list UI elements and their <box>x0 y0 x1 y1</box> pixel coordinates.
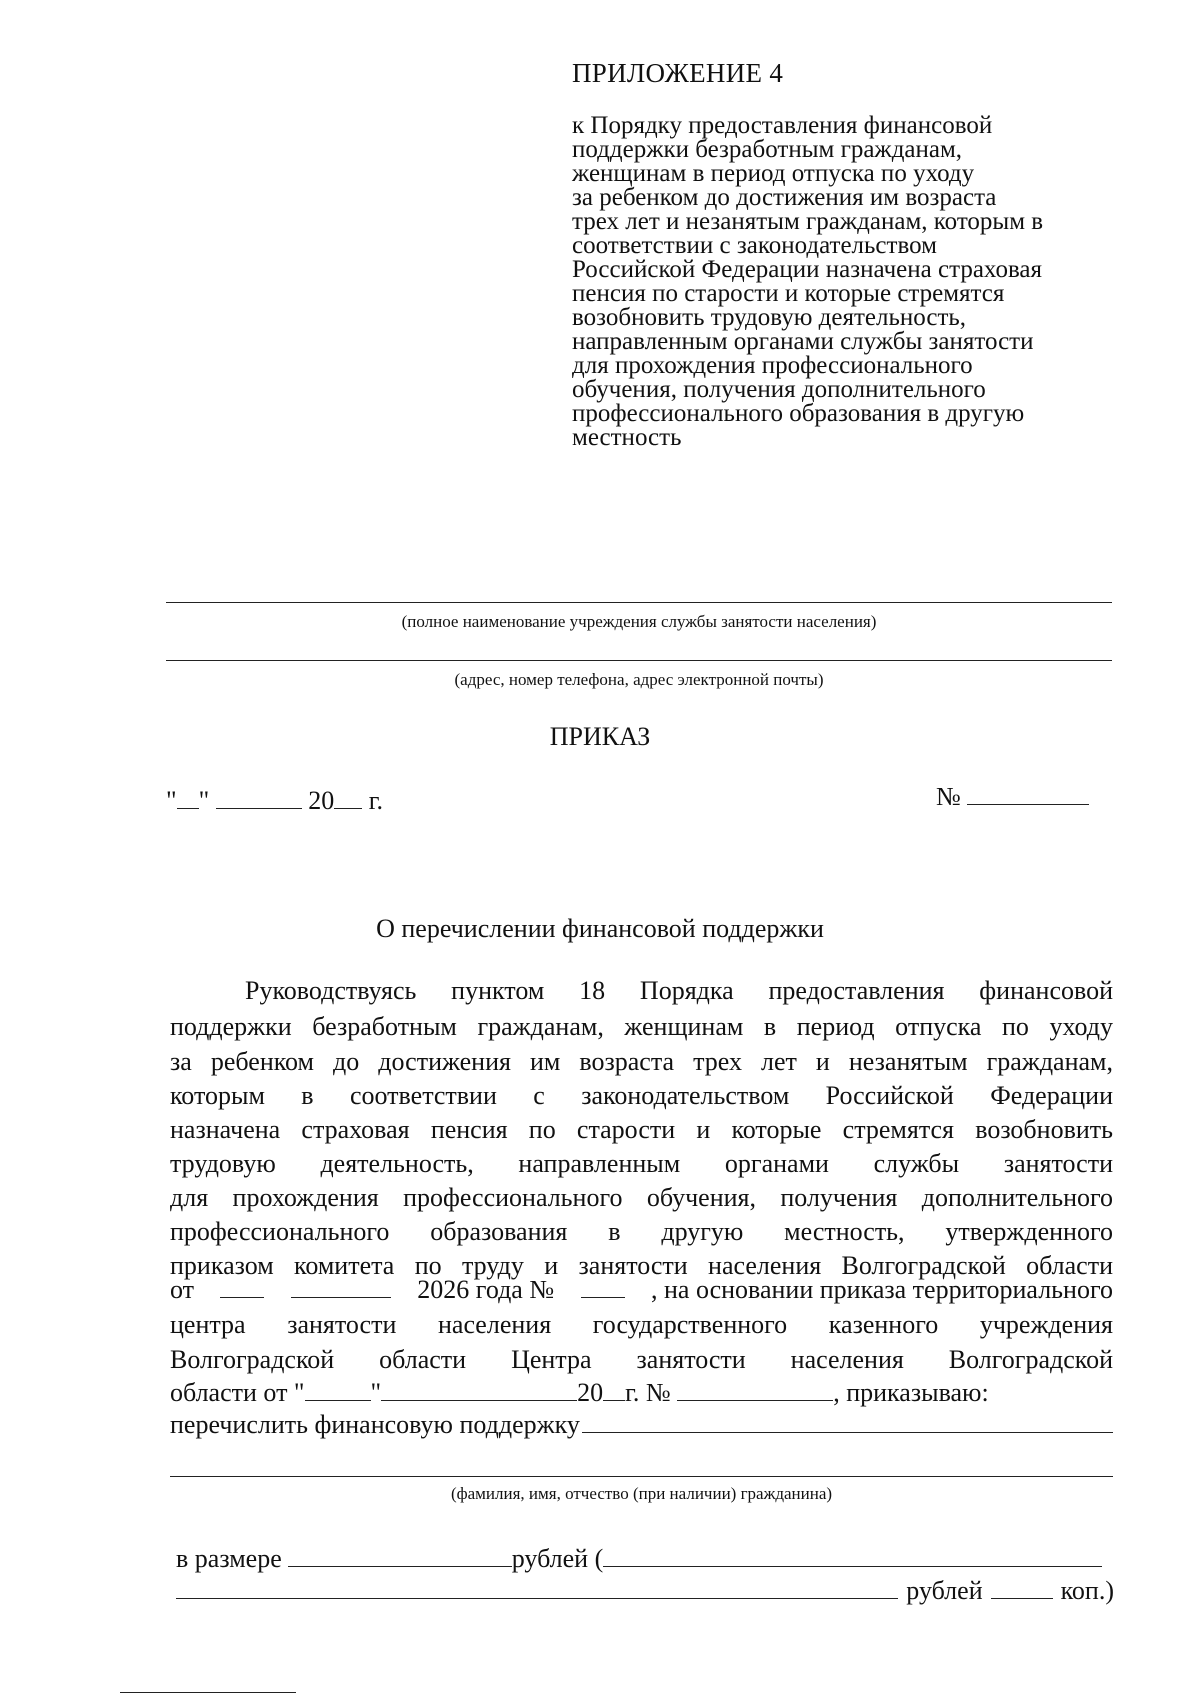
appendix-line: соответствии с законодательством <box>572 232 937 259</box>
amount-words-blank-2 <box>176 1576 898 1599</box>
appendix-line: для прохождения профессионального <box>572 352 973 379</box>
from-label: от <box>170 1275 195 1304</box>
body-line-5: назначена страховая пенсия по старости и которые стремятся возобновить <box>170 1115 1113 1144</box>
transfer-text: перечислить финансовую поддержку <box>170 1410 580 1439</box>
basis-text: , на основании приказа территориального <box>650 1275 1113 1304</box>
citizen-blank-1 <box>582 1410 1113 1433</box>
rubles-label: рублей <box>906 1576 983 1605</box>
appendix-line: Российской Федерации назначена страховая <box>572 256 1043 283</box>
appendix-line: пенсия по старости и которые стремятся <box>572 280 1005 307</box>
appendix-line: к Порядку предоставления финансовой <box>572 112 993 139</box>
appendix-line: поддержки безработным гражданам, <box>572 136 963 163</box>
order-month-blank <box>291 1275 391 1298</box>
rubles-open: рублей ( <box>511 1544 604 1573</box>
amount-line <box>176 1544 1102 1574</box>
appendix-line: женщинам в период отпуска по уходу <box>572 160 975 187</box>
number-blank <box>967 782 1089 805</box>
appendix-line: направленным органами службы занятости <box>572 328 1034 355</box>
center-number-blank <box>677 1378 833 1401</box>
appendix-line: обучения, получения дополнительного <box>572 376 986 403</box>
kopecks-blank <box>991 1576 1053 1599</box>
appendix-line: возобновить трудовую деятельность, <box>572 304 967 331</box>
body-line-4: которым в соответствии с законодательством Российской Федерации <box>170 1081 1113 1110</box>
appendix-title: ПРИЛОЖЕНИЕ 4 <box>572 58 784 88</box>
citizen-blank-2 <box>170 1476 1113 1477</box>
transfer-line <box>170 1410 1113 1440</box>
month-blank <box>216 786 302 809</box>
year-blank <box>334 786 362 809</box>
body-line-3: за ребенком до достижения им возраста трех лет и незанятым гражданам, <box>170 1047 1113 1076</box>
amount-number-blank <box>288 1544 512 1567</box>
institution-name-line <box>166 602 1112 603</box>
amount-line-2 <box>176 1576 1114 1606</box>
body-line-7: для прохождения профессионального обучения, получения дополнительного <box>170 1183 1113 1212</box>
appendix-text <box>572 114 1132 450</box>
contacts-caption: (адрес, номер телефона, адрес электронной почты) <box>454 670 824 689</box>
body-line-10 <box>170 1275 1113 1305</box>
body-line-12: Волгоградской области Центра занятости населения Волгоградской <box>170 1345 1113 1374</box>
body-line-9: приказом комитета по труду и занятости населения Волгоградской области <box>170 1251 1113 1280</box>
appendix-line: за ребенком до достижения им возраста <box>572 184 997 211</box>
institution-caption: (полное наименование учреждения службы занятости населения) <box>401 612 877 631</box>
body-line-11: центра занятости населения государственного казенного учреждения <box>170 1310 1113 1339</box>
order-day-blank <box>220 1275 264 1298</box>
body-line-8: профессионального образования в другую местность, утвержденного <box>170 1217 1113 1246</box>
order-year: 2026 года № <box>417 1275 555 1304</box>
amount-words-blank <box>603 1544 1102 1567</box>
center-order-from: области от " <box>170 1378 305 1407</box>
order-date <box>166 786 383 816</box>
center-day-blank <box>305 1378 371 1401</box>
year-suffix: г. <box>368 786 383 815</box>
order-clause: , приказываю: <box>833 1378 989 1407</box>
center-quote: " <box>370 1378 382 1407</box>
center-number-sign: г. № <box>625 1378 671 1407</box>
citizen-caption: (фамилия, имя, отчество (при наличии) гражданина) <box>450 1484 833 1503</box>
order-subject: О перечислении финансовой поддержки <box>376 914 824 943</box>
body-line-13 <box>170 1378 989 1408</box>
order-title: ПРИКАЗ <box>549 722 651 751</box>
appendix-line: местность <box>572 424 682 451</box>
center-year: 20 <box>577 1378 604 1407</box>
amount-label: в размере <box>176 1544 282 1573</box>
body-line-6: трудовую деятельность, направленным органами службы занятости <box>170 1149 1113 1178</box>
number-sign: № <box>936 782 961 811</box>
year-prefix: 20 <box>308 786 335 815</box>
center-year-blank <box>603 1378 625 1401</box>
footnote-separator <box>120 1692 296 1693</box>
date-quote-open: " <box>166 786 177 815</box>
order-number <box>936 782 1089 812</box>
date-quote-close: " <box>198 786 210 815</box>
appendix-line: профессионального образования в другую <box>572 400 1025 427</box>
appendix-line: трех лет и незанятым гражданам, которым в <box>572 208 1044 235</box>
kopecks-label: коп.) <box>1060 1576 1114 1605</box>
center-month-blank <box>381 1378 577 1401</box>
body-line-1: Руководствуясь пунктом 18 Порядка предоставления финансовой <box>245 976 1113 1005</box>
body-line-2: поддержки безработным гражданам, женщинам в период отпуска по уходу <box>170 1012 1113 1041</box>
day-blank <box>177 786 199 809</box>
order-no-blank <box>581 1275 625 1298</box>
contacts-line <box>166 660 1112 661</box>
